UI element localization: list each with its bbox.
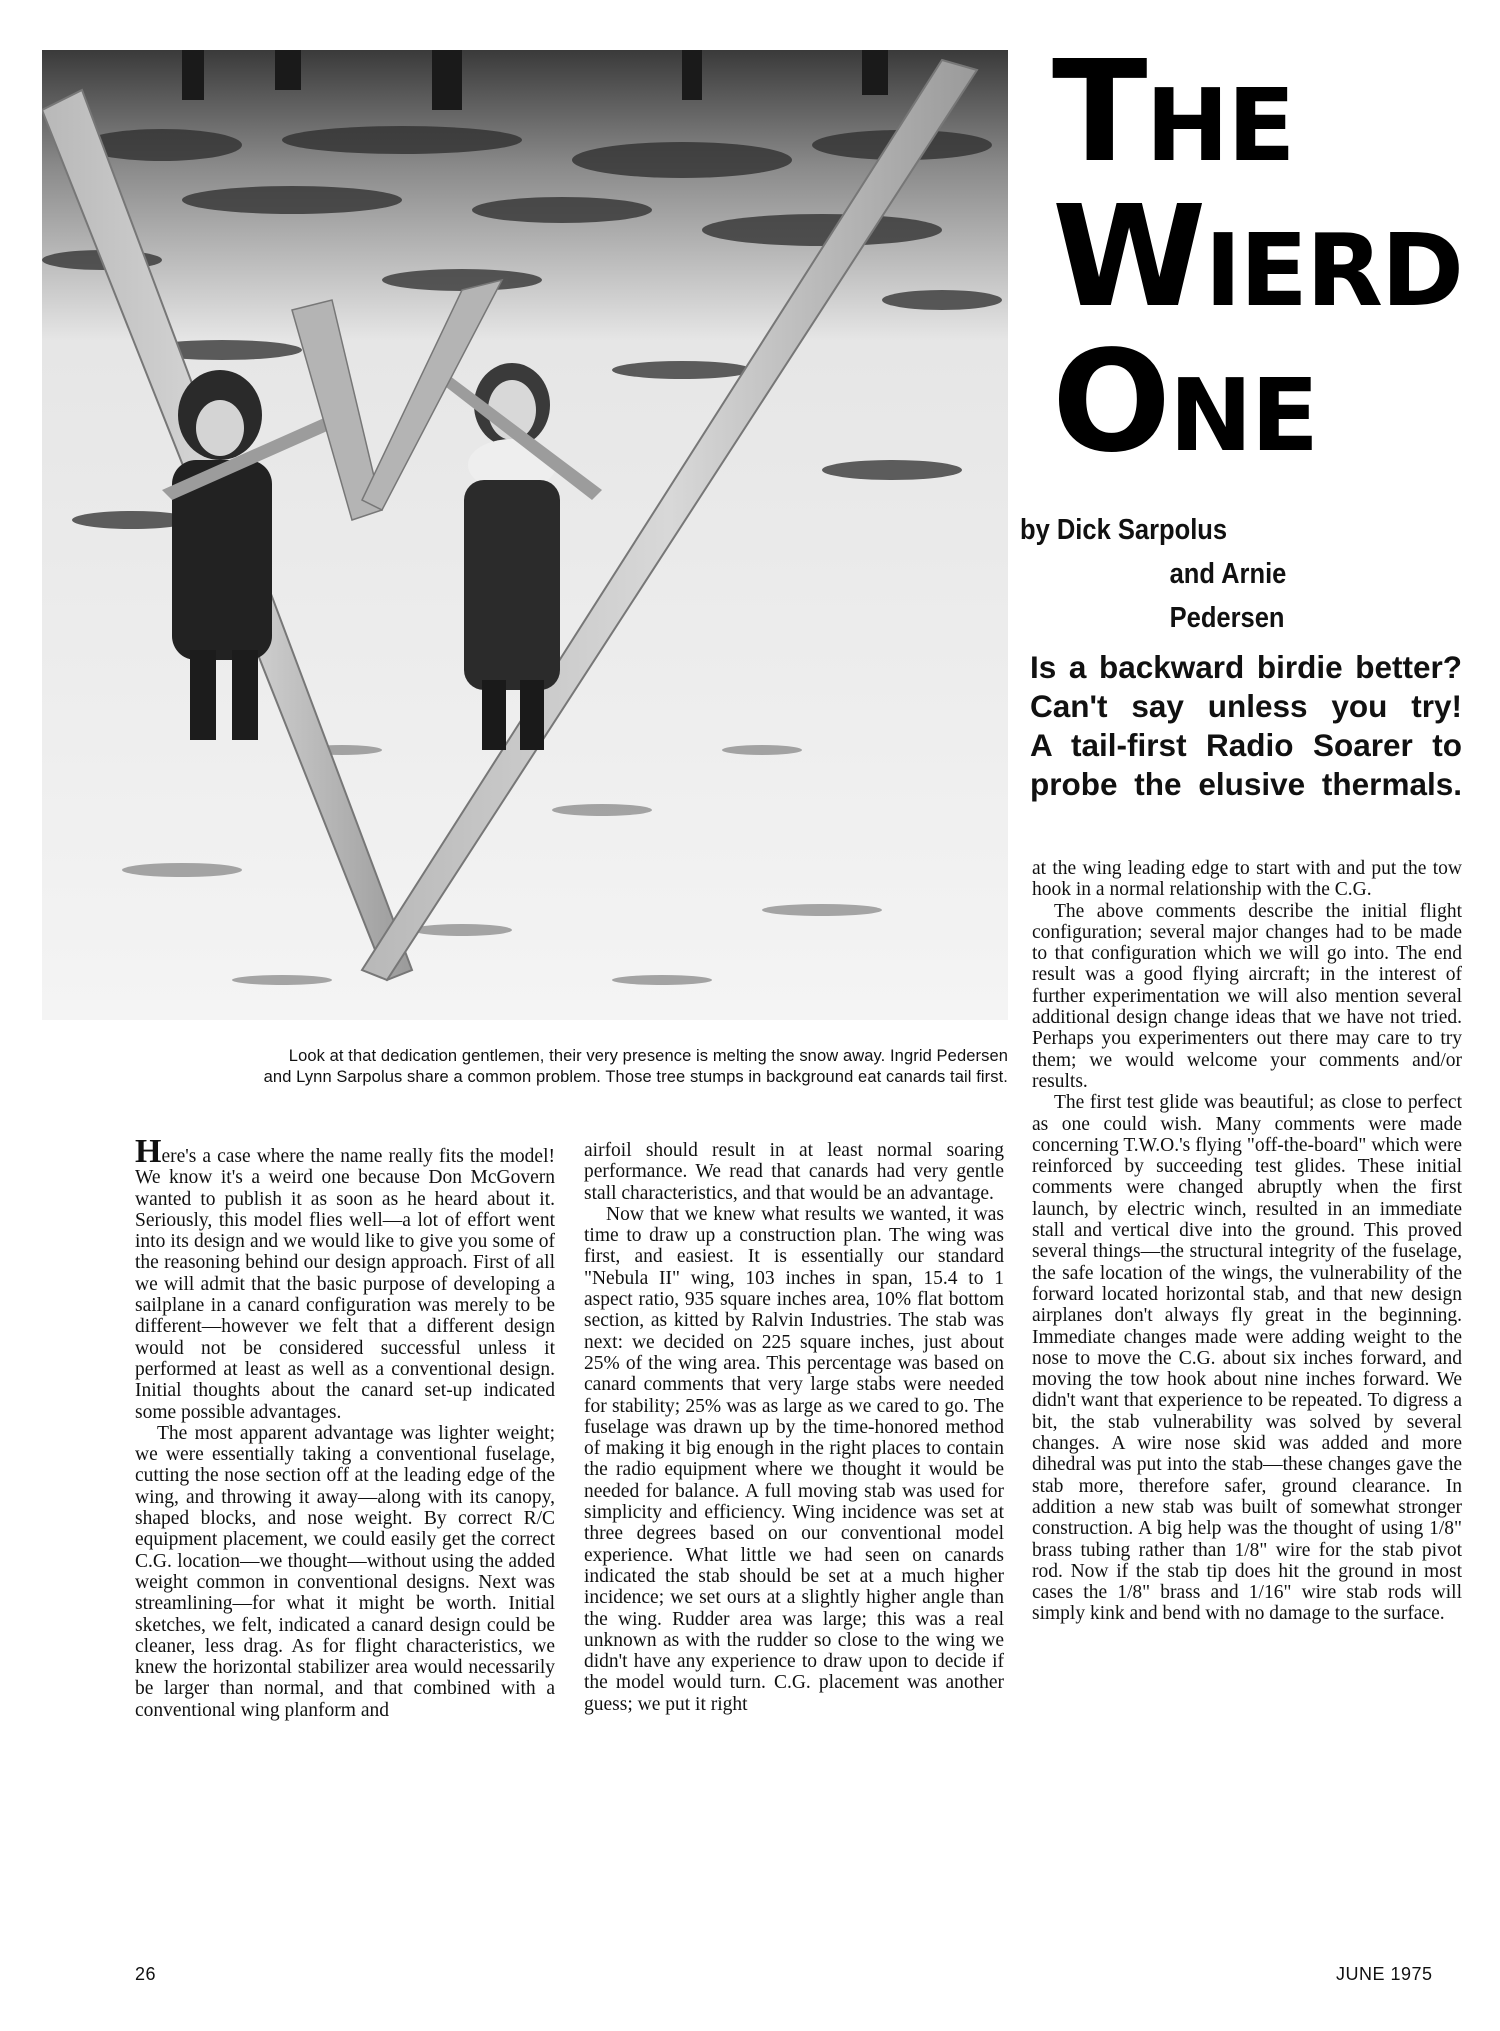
article-column-3 <box>1032 858 1462 1625</box>
paragraph: Now that we knew what results we wanted, it was time to draw up a construction plan. The wing was first, and easiest. It is essentially our standard "Nebula II" wing, 103 inches in span, 15.4 to 1 aspect ratio, 935 square inches area, 10% flat bottom section, as kitted by Ralvin Industries. The stab was next: we decided on 225 square inches, just about 25% of the wing area. This percentage was based on canard comments that very large stabs were needed for stability; 25% was as large as we cared to go. The fuselage was drawn up by the time-honored method of making it big enough in the right places to contain the radio equipment where we thought it would be needed for balance. A full moving stab was used for simplicity and efficiency. Wing incidence was set at three degrees based on our conventional model experience. What little we had seen on canards indicated the stab should be set at a much higher incidence; we set ours at a slightly higher angle than the wing. Rudder area was large; this was a real unknown as with the rudder so close to the wing we didn't have any experience to draw upon to decide if the model would turn. C.G. placement was another guess; we put it right <box>584 1203 1004 1715</box>
paragraph-text: ere's a case where the name really fits the model! We know it's a weird one because Don McGovern wanted to publish it as soon as he heard about it. Seriously, this model flies well—a lot of effort went into its design and we would like to give you some of the reasoning behind our design approach. First of all we will admit that the basic purpose of developing a sailplane in a canard configuration was merely to be different—however we felt that a different design would not be considered successful unless it performed at least as well as a conventional design. Initial thoughts about the canard set-up indicated some possible advantages. <box>135 1146 555 1423</box>
deck-line-2: Can't say unless you try! <box>1030 688 1462 724</box>
byline-line-1: by Dick Sarpolus <box>1020 514 1228 546</box>
article-photo <box>42 50 1008 1020</box>
paragraph: airfoil should result in at least normal soaring performance. We read that canards had very gentle stall characteristics, and that would be an advantage. <box>584 1140 1004 1204</box>
title-line-3 <box>1052 321 1472 484</box>
deck-line-3: A tail-first Radio Soarer to <box>1030 727 1462 763</box>
article-column-2 <box>584 1140 1004 1715</box>
title-word-3-rest: NE <box>1169 357 1318 474</box>
paragraph <box>135 1133 555 1423</box>
caption-line-1: Look at that dedication gentlemen, their very presence is melting the snow away. Ingrid Pedersen <box>288 1047 1008 1065</box>
deck-line-1: Is a backward birdie better? <box>1030 649 1462 685</box>
byline-line-2: and Arnie Pedersen <box>1169 558 1287 634</box>
issue-date: JUNE 1975 <box>1336 1964 1433 1984</box>
title-word-2-cap: W <box>1052 176 1205 339</box>
title-word-2-rest: IERD <box>1204 212 1462 329</box>
paragraph: at the wing leading edge to start with and put the tow hook in a normal relationship with the C.G. <box>1032 858 1462 901</box>
paragraph: The first test glide was beautiful; as close to perfect as one could wish. Many comments were made concerning T.W.O.'s flying "off-the-board" which were reinforced by succeeding test glides. These initial comments were changed abruptly when the first launch, by electric winch, resulted in an immediate stall and vertical dive into the ground. This proved several things—the structural integrity of the fuselage, the safe location of the wings, the vulnerability of the forward located horizontal stab, and that new design airplanes don't always fly great in the beginning. Immediate changes made were adding weight to the nose to move the C.G. about six inches forward, and moving the tow hook about nine inches forward. We didn't want that experience to be repeated. To digress a bit, the stab vulnerability was solved by several changes. A wire nose skid was added and more dihedral was put into the stab—these changes gave the stab more, therefore safer, ground clearance. In addition a new stab was built of somewhat stronger construction. A big help was the thought of using 1/8" brass tubing rather than 1/8" wire for the stab pivot rod. Now if the stab tip does hit the ground in most cases the 1/8" brass and 1/16" wire stab rods will simply kink and bend with no damage to the surface. <box>1032 1092 1462 1625</box>
title-word-3-cap: O <box>1052 321 1170 484</box>
title-word-1-cap: T <box>1052 31 1146 194</box>
paragraph: The most apparent advantage was lighter weight; we were essentially taking a conventional fuselage, cutting the nose section off at the leading edge of the wing, and throwing it away—along with its canopy, shaped blocks, and nose weight. By correct R/C equipment placement, we could easily get the correct C.G. location—we thought—without using the added weight common in conventional designs. Next was streamlining—for what it might be worth. Initial sketches, we felt, indicated a canard design could be cleaner, less drag. As for flight characteristics, we knew the horizontal stabilizer area would necessarily be larger than normal, and that combined with a conventional wing planform and <box>135 1422 555 1721</box>
photo-caption <box>138 1046 1008 1088</box>
photo-image <box>42 50 1008 1020</box>
article-deck <box>1030 648 1462 804</box>
byline <box>1020 508 1407 640</box>
caption-line-2: and Lynn Sarpolus share a common problem. Those tree stumps in background eat canards tail first. <box>263 1068 1008 1086</box>
deck-line-4: probe the elusive thermals. <box>1030 766 1462 802</box>
title-line-1 <box>1052 31 1472 194</box>
drop-cap: H <box>135 1133 162 1170</box>
paragraph: The above comments describe the initial flight configuration; several major changes had to be made to that configuration which we will go into. The end result was a good flying aircraft; in the interest of further experimentation we will also mention several additional design change ideas that we have not tried. Perhaps you experimenters out there may care to try them; we would welcome your comments and/or results. <box>1032 900 1462 1092</box>
title-line-2 <box>1052 176 1472 339</box>
title-word-1-rest: HE <box>1145 67 1294 184</box>
page-number: 26 <box>135 1964 157 1984</box>
article-title <box>1052 31 1472 484</box>
article-column-1 <box>135 1133 555 1721</box>
